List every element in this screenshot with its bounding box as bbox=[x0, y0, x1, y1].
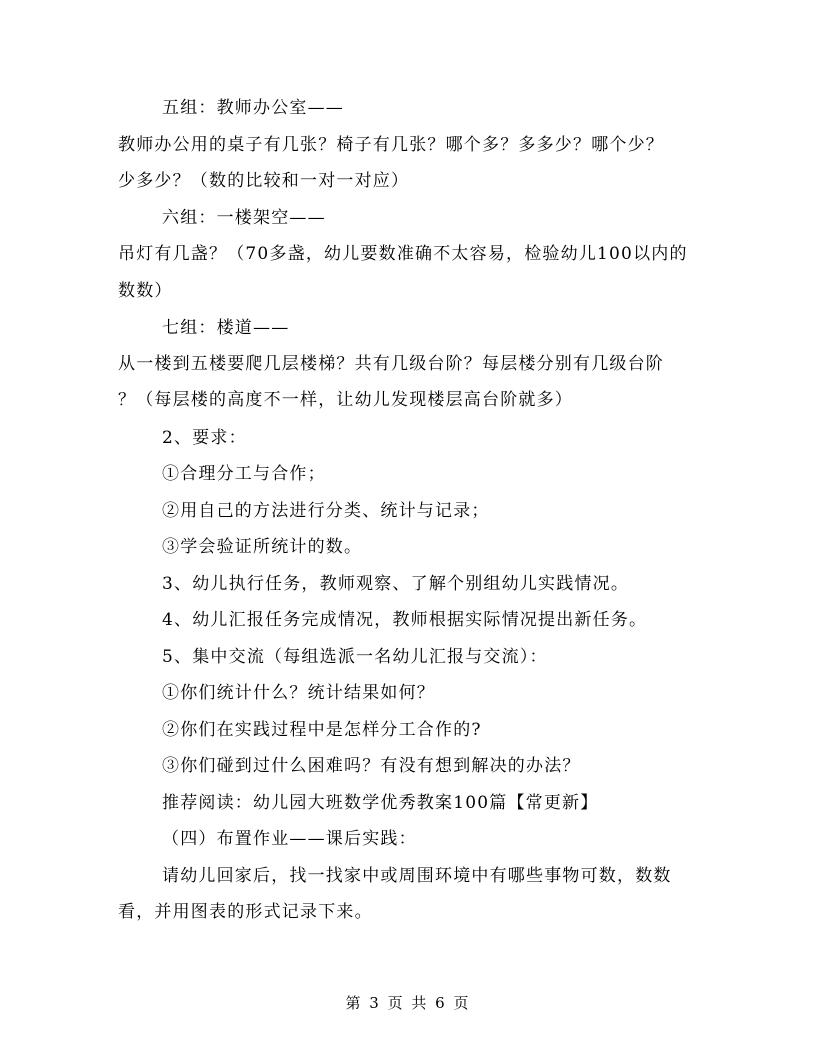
text-line: ①你们统计什么？统计结果如何？ bbox=[162, 683, 435, 703]
text-line: 七组：楼道—— bbox=[162, 318, 290, 338]
text-line: ①合理分工与合作； bbox=[162, 464, 326, 484]
text-line: ③你们碰到过什么困难吗？有没有想到解决的办法？ bbox=[162, 756, 581, 776]
text-line: 请幼儿回家后，找一找家中或周围环境中有哪些事物可数，数数 bbox=[162, 866, 672, 886]
text-line: ？（每层楼的高度不一样，让幼儿发现楼层高台阶就多） bbox=[118, 390, 573, 410]
text-line: ②你们在实践过程中是怎样分工合作的? bbox=[162, 720, 482, 740]
text-line: 数数） bbox=[118, 281, 173, 301]
text-line: ③学会验证所统计的数。 bbox=[162, 537, 363, 557]
text-line: 3、幼儿执行任务，教师观察、了解个别组幼儿实践情况。 bbox=[162, 574, 630, 594]
text-line: 少多少？（数的比较和一对一对应） bbox=[118, 171, 410, 191]
text-line: 从一楼到五楼要爬几层楼梯？共有几级台阶？每层楼分别有几级台阶 bbox=[118, 354, 664, 374]
text-line: 五组：教师办公室—— bbox=[162, 98, 344, 118]
text-line: 吊灯有几盏？（70多盏，幼儿要数准确不太容易，检验幼儿100以内的 bbox=[118, 244, 688, 264]
text-line: 看，并用图表的形式记录下来。 bbox=[118, 902, 373, 922]
text-line: （四）布置作业——课后实践： bbox=[162, 829, 417, 849]
page-number-footer: 第 3 页 共 6 页 bbox=[345, 994, 471, 1012]
text-line: 六组：一楼架空—— bbox=[162, 208, 326, 228]
text-line: 教师办公用的桌子有几张？椅子有几张？哪个多？多多少？哪个少？ bbox=[118, 135, 664, 155]
text-line: 5、集中交流（每组选派一名幼儿汇报与交流）： bbox=[162, 647, 548, 667]
text-line: 推荐阅读：幼儿园大班数学优秀教案100篇【常更新】 bbox=[162, 793, 599, 813]
text-line: ②用自己的方法进行分类、统计与记录； bbox=[162, 501, 490, 521]
text-line: 2、要求： bbox=[162, 428, 247, 448]
text-line: 4、幼儿汇报任务完成情况，教师根据实际情况提出新任务。 bbox=[162, 610, 648, 630]
